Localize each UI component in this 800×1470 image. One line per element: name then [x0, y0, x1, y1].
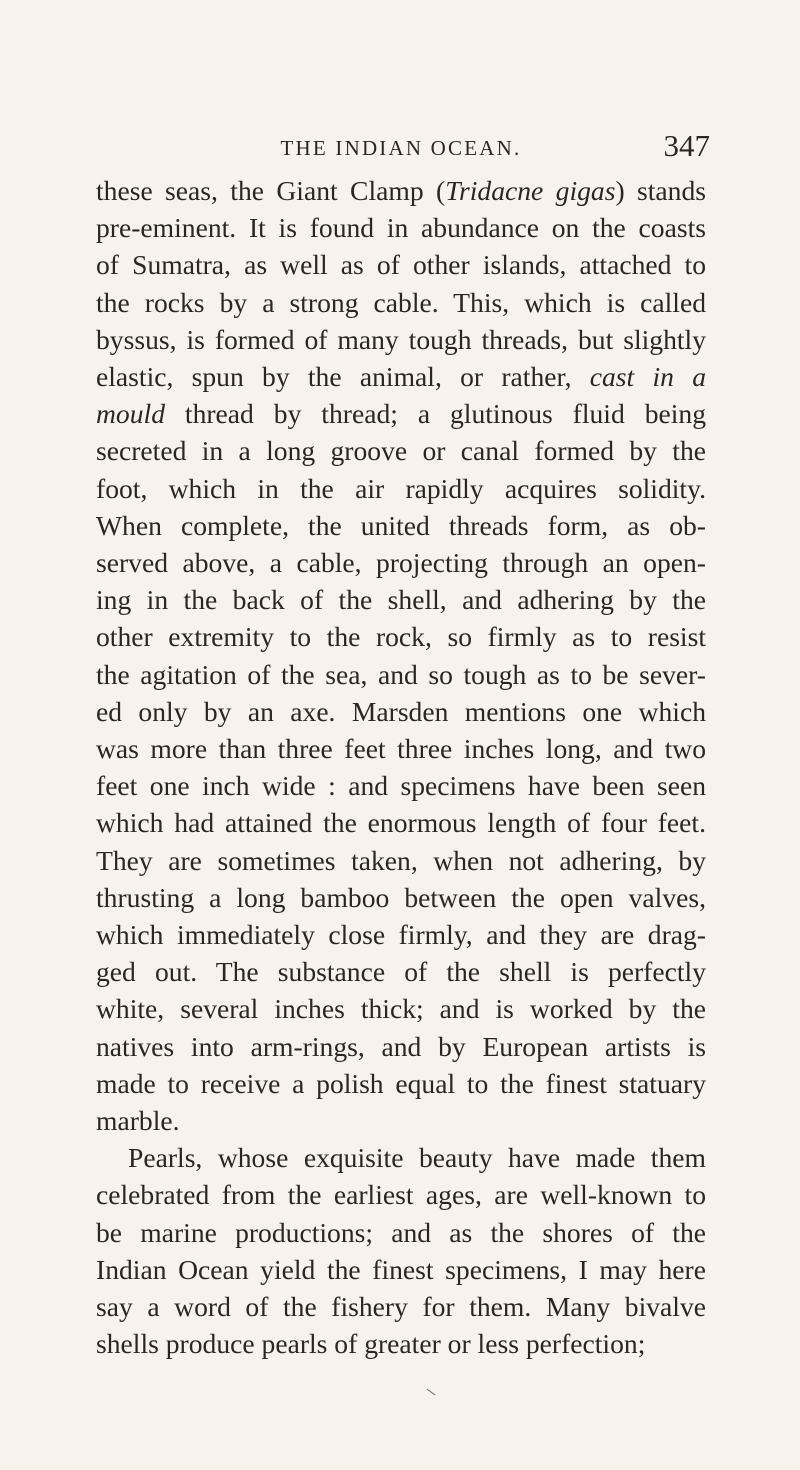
text-line — [96, 656, 706, 693]
text-run: thrusting a long bamboo between the open valves, — [96, 881, 706, 913]
text-run: ing in the back of the shell, and adhering by the — [96, 584, 706, 616]
text-run: ged out. The substance of the shell is perfectly — [96, 956, 706, 988]
text-line — [96, 804, 706, 841]
text-run: Indian Ocean yield the finest specimens, I may here — [96, 1253, 706, 1285]
text-run: the rocks by a strong cable. This, which is called — [96, 286, 706, 318]
text-line — [96, 1251, 706, 1288]
text-line — [96, 358, 706, 395]
paragraph — [96, 1139, 706, 1362]
text-line — [96, 990, 706, 1027]
text-run: which had attained the enormous length of four feet. — [96, 807, 706, 839]
text-run: marble. — [96, 1105, 180, 1137]
text-line — [96, 321, 706, 358]
text-run: byssus, is formed of many tough threads, but slightly — [96, 323, 706, 355]
text-run: They are sometimes taken, when not adhering, by — [96, 844, 706, 876]
text-run: white, several inches thick; and is worked by the — [96, 993, 706, 1025]
text-line — [96, 284, 706, 321]
text-run: natives into arm-rings, and by European artists is — [96, 1030, 706, 1062]
text-line — [96, 730, 706, 767]
text-run: made to receive a polish equal to the finest statuary — [96, 1067, 706, 1099]
text-line — [96, 1214, 706, 1251]
text-run: the agitation of the sea, and so tough as to be sever- — [96, 658, 706, 690]
text-run: celebrated from the earliest ages, are well-known to — [96, 1179, 706, 1211]
text-run: pre-eminent. It is found in abundance on the coasts — [96, 212, 706, 244]
italic-text: Tridacne gigas — [445, 175, 616, 206]
text-run: other extremity to the rock, so firmly as to resist — [96, 621, 706, 653]
running-head — [96, 128, 710, 170]
text-line — [96, 470, 706, 507]
text-run: of Sumatra, as well as of other islands, attached to — [96, 249, 706, 281]
text-run: When complete, the united threads form, as ob- — [96, 509, 706, 541]
text-line — [96, 1325, 706, 1362]
text-run: ed only by an axe. Marsden mentions one which — [96, 695, 706, 727]
text-line — [96, 916, 706, 953]
text-run: ) stands — [615, 175, 707, 206]
text-line — [96, 1288, 706, 1325]
text-run: which immediately close firmly, and they are drag- — [96, 919, 706, 951]
text-line — [96, 1028, 706, 1065]
text-run: say a word of the fishery for them. Many bivalve — [96, 1291, 706, 1323]
text-line — [96, 1102, 706, 1139]
text-run: was more than three feet three inches long, and two — [96, 733, 706, 765]
text-line — [96, 953, 706, 990]
text-line — [96, 246, 706, 283]
text-line — [96, 879, 706, 916]
body-text — [96, 172, 706, 1363]
italic-text: mould — [96, 398, 165, 430]
text-run: these seas, the Giant Clamp ( — [96, 175, 446, 206]
text-line — [96, 1176, 706, 1213]
text-run: shells produce pearls of greater or less perfection; — [96, 1328, 646, 1360]
text-line — [96, 432, 706, 469]
text-run: Pearls, whose exquisite beauty have made them — [128, 1142, 706, 1174]
running-title: THE INDIAN OCEAN. — [280, 136, 522, 160]
italic-text: cast in a — [589, 361, 707, 393]
text-run: thread by thread; a glutinous fluid being — [164, 398, 706, 430]
text-run: served above, a cable, projecting through an open- — [96, 547, 706, 579]
text-line — [96, 209, 706, 246]
text-line — [96, 544, 706, 581]
text-run: elastic, spun by the animal, or rather, — [96, 361, 590, 393]
text-line — [96, 1139, 706, 1176]
text-run: feet one inch wide : and specimens have been seen — [96, 770, 706, 802]
text-run: secreted in a long groove or canal formed by the — [96, 435, 706, 467]
text-run: foot, which in the air rapidly acquires solidity. — [96, 472, 706, 504]
paragraph — [96, 172, 706, 1139]
text-line — [96, 581, 706, 618]
text-line — [96, 507, 706, 544]
text-line — [96, 1065, 706, 1102]
page-number: 347 — [663, 128, 710, 163]
text-line — [96, 172, 706, 209]
printer-mark-icon — [426, 1388, 436, 1396]
text-line — [96, 693, 706, 730]
text-line — [96, 618, 706, 655]
text-line — [96, 395, 706, 432]
text-line — [96, 842, 706, 879]
text-run: be marine productions; and as the shores of the — [96, 1216, 706, 1248]
text-line — [96, 767, 706, 804]
